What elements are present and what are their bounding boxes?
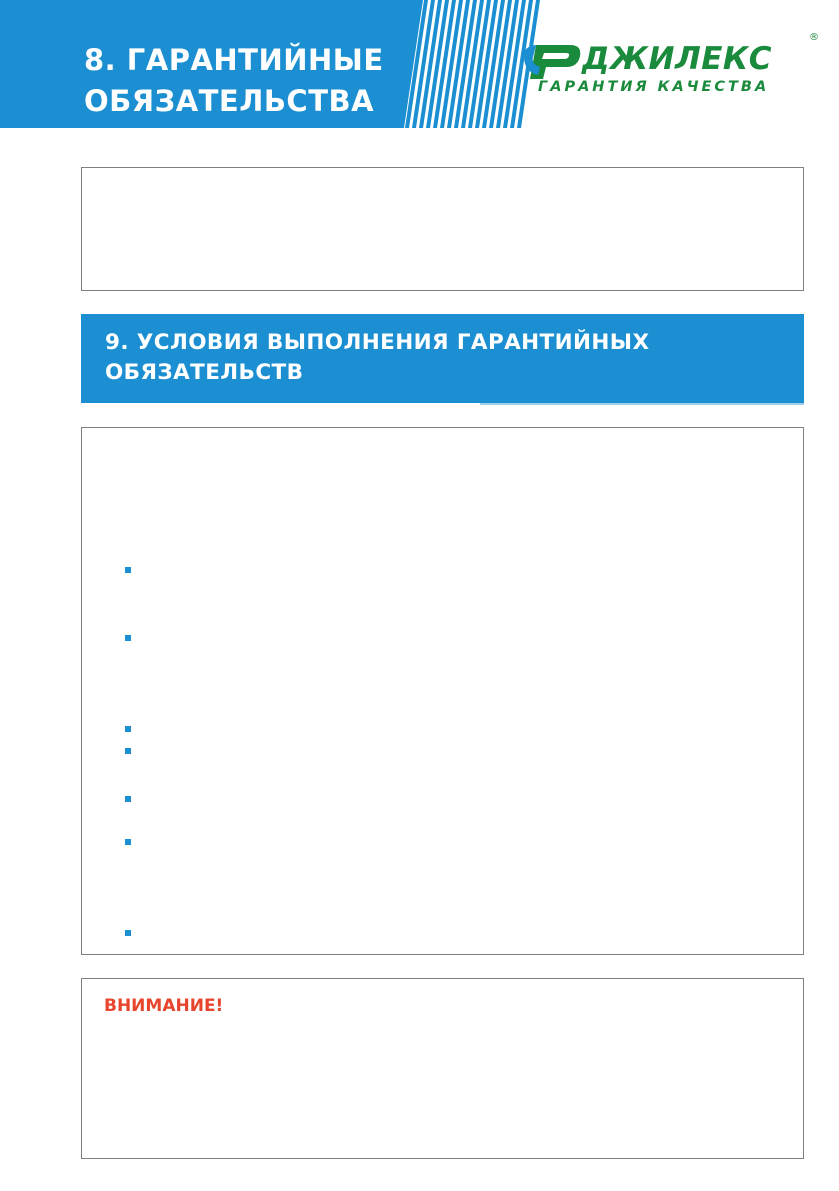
section9-title-line2: ОБЯЗАТЕЛЬСТВ xyxy=(105,360,304,385)
square-bullet-icon xyxy=(125,796,131,802)
section9-band-underline xyxy=(480,403,804,405)
square-bullet-icon xyxy=(125,567,131,573)
warning-heading: ВНИМАНИЕ! xyxy=(104,996,224,1016)
page-title-line2: ОБЯЗАТЕЛЬСТВА xyxy=(84,84,375,118)
warning-box xyxy=(81,978,804,1159)
section9-title xyxy=(105,328,649,388)
logo-tagline: ГАРАНТИЯ КАЧЕСТВА xyxy=(538,79,770,95)
section9-content-box xyxy=(81,427,804,955)
section8-content-box xyxy=(81,167,804,291)
section9-heading-band xyxy=(81,314,804,403)
square-bullet-icon xyxy=(125,930,131,936)
brand-logo xyxy=(520,32,820,100)
page-title-line1: 8. ГАРАНТИЙНЫЕ xyxy=(84,43,384,77)
square-bullet-icon xyxy=(125,635,131,641)
square-bullet-icon xyxy=(125,839,131,845)
square-bullet-icon xyxy=(125,726,131,732)
square-bullet-icon xyxy=(125,748,131,754)
logo-wordmark: ДЖИЛЕКС xyxy=(582,41,773,77)
logo-registered-mark: ® xyxy=(809,32,819,43)
logo-mark-icon xyxy=(522,42,584,82)
section9-title-line1: 9. УСЛОВИЯ ВЫПОЛНЕНИЯ ГАРАНТИЙНЫХ xyxy=(105,330,650,355)
page-title xyxy=(84,40,384,122)
